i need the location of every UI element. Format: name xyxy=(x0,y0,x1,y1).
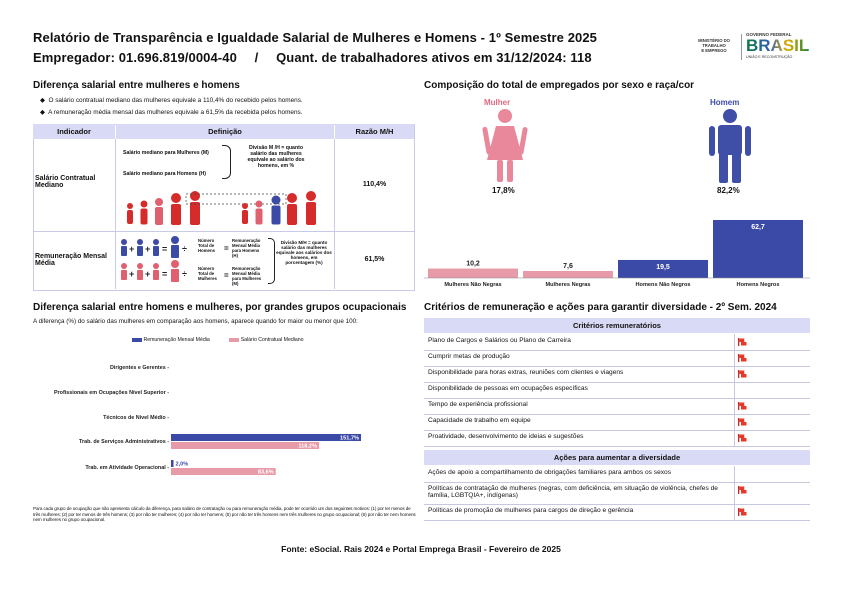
occupation-label: Trab. em Atividade Operacional - xyxy=(85,465,169,471)
gov-label: GOVERNO FEDERAL xyxy=(746,32,792,37)
criteria-row xyxy=(424,366,810,383)
remun-header: Critérios remuneratórios xyxy=(424,318,810,333)
occupation-bar-label: 83,6% xyxy=(257,469,274,476)
svg-text:÷: ÷ xyxy=(182,244,187,254)
ministry-line-1: MINISTÉRIO DO xyxy=(698,38,730,43)
criteria-row xyxy=(424,504,810,521)
table-header-indicator: Indicador xyxy=(33,124,115,139)
row2-total-women: Número Total de Mulheres xyxy=(198,266,217,281)
brasil-wordmark: BRASIL xyxy=(746,36,810,55)
occupational-legend xyxy=(132,337,304,343)
bullet-1: ◆ O salário contratual mediano das mulheres equivale a 110,4% do recebido pelos homens. xyxy=(40,97,303,104)
flag-icon xyxy=(738,338,747,346)
employer-line xyxy=(33,50,592,65)
occupational-subtitle: A diferença (%) do salário das mulheres em comparação aos homens, aparece quando for maior ou menor que 100: xyxy=(33,318,358,325)
flag-icon xyxy=(738,418,747,426)
bullet-2-text: A remuneração média mensal das mulheres equivale a 61,5% da recebida pelos homens. xyxy=(48,109,303,116)
criteria-text: Cumprir metas de produção xyxy=(428,353,510,360)
criteria-text: Políticas de contratação de mulheres (negras, com deficiência, em situação de violência, chefes de família, LGBTQIA+, indígenas) xyxy=(428,485,718,499)
criteria-text: Disponibilidade de pessoas em ocupações específicas xyxy=(428,385,588,392)
criteria-divider xyxy=(734,430,735,446)
equals-sign-1: = xyxy=(224,244,229,253)
svg-text:÷: ÷ xyxy=(182,269,187,279)
row2-mean-women: Remuneração Mensal Média para Mulheres (M) xyxy=(232,266,262,286)
composition-category-label: Homens Negros xyxy=(736,282,780,288)
svg-text:=: = xyxy=(162,244,168,254)
table-header-definition: Definição xyxy=(116,124,334,139)
criteria-row xyxy=(424,382,810,399)
criteria-row xyxy=(424,430,810,447)
occupation-label: Profissionais em Ocupações Nível Superior - xyxy=(53,390,169,396)
row2-total-men: Número Total de Homens xyxy=(198,238,215,253)
criteria-divider xyxy=(734,504,735,520)
ministry-line-3: E EMPREGO xyxy=(701,48,727,53)
occupation-bar xyxy=(171,460,174,467)
criteria-row xyxy=(424,482,810,505)
criteria-divider xyxy=(734,334,735,350)
occupation-bar-label: 2,0% xyxy=(175,461,189,468)
composition-title: Composição do total de empregados por sexo e raça/cor xyxy=(424,80,695,91)
composition-category-label: Mulheres Não Negras xyxy=(444,282,502,288)
gov-tagline: UNIÃO E RECONSTRUÇÃO xyxy=(746,55,793,59)
occupation-label: Técnicos de Nível Médio - xyxy=(103,415,169,421)
criteria-text: Tempo de experiência profissional xyxy=(428,401,528,408)
criteria-row xyxy=(424,398,810,415)
criteria-row xyxy=(424,334,810,351)
svg-text:+: + xyxy=(145,269,151,279)
man-label: Homem xyxy=(710,98,740,107)
col-divider-1 xyxy=(115,139,116,289)
legend-median-label: Salário Contratual Mediano xyxy=(240,337,304,343)
row1-brace xyxy=(222,145,231,179)
employer-id: Empregador: 01.696.819/0004-40 xyxy=(33,50,237,65)
criteria-text: Plano de Cargos e Salários ou Plano de Carreira xyxy=(428,337,571,344)
salary-gap-title: Diferença salarial entre mulheres e homens xyxy=(33,80,240,91)
svg-text:+: + xyxy=(129,244,135,254)
composition-bar-value: 10,2 xyxy=(466,260,480,268)
row1-ratio: 110,4% xyxy=(362,181,387,188)
occupation-label: Dirigentes e Gerentes - xyxy=(109,365,169,371)
footer-source: Fonte: eSocial. Rais 2024 e Portal Emprega Brasil - Fevereiro de 2025 xyxy=(281,544,561,554)
svg-text:+: + xyxy=(145,244,151,254)
bullet-1-text: O salário contratual mediano das mulheres equivale a 110,4% do recebido pelos homens. xyxy=(48,97,303,104)
table-header-ratio: Razão M/H xyxy=(335,124,414,139)
occupation-bar xyxy=(171,442,319,449)
row2-sum-illustration xyxy=(118,236,198,286)
header-separator: / xyxy=(254,50,259,65)
row2-brace xyxy=(268,238,275,284)
bullet-2: ◆ A remuneração média mensal das mulheres equivale a 61,5% da recebida pelos homens. xyxy=(40,109,303,116)
col-divider-2 xyxy=(334,139,335,289)
equals-sign-2: = xyxy=(224,271,229,280)
criteria-divider xyxy=(734,414,735,430)
criteria-divider xyxy=(734,382,735,398)
occupation-bar-label: 151,7% xyxy=(340,435,359,442)
criteria-text: Disponibilidade para horas extras, reuniões com clientes e viagens xyxy=(428,369,624,376)
composition-bar-value: 62,7 xyxy=(751,224,765,231)
criteria-text: Políticas de promoção de mulheres para cargos de direção e gerência xyxy=(428,507,634,514)
criteria-divider xyxy=(734,398,735,414)
occupation-bar xyxy=(171,434,361,441)
flag-icon xyxy=(738,402,747,410)
row-divider xyxy=(33,231,414,232)
actions-header: Ações para aumentar a diversidade xyxy=(424,450,810,465)
svg-text:+: + xyxy=(129,269,135,279)
occupational-note: Para cada grupo de ocupação que não apresenta cálculo da diferença, para salário de contratação ou para remuneração média, pode ter ocorrido um dos seguintes motivos: (1) por ter menos de três mulheres; (2) por ter menos de três homens; (3) por não ter mulheres; (4) por não ter homens; (5) por não ter três homens nem três mulheres no grupo ocupacional; (6) por não ter nem homens nem mulheres no grupo ocupacional. xyxy=(33,506,416,523)
criteria-row xyxy=(424,466,810,483)
report-title: Relatório de Transparência e Igualdade Salarial de Mulheres e Homens - 1º Semestre 2025 xyxy=(33,30,598,45)
occupation-label: Trab. de Serviços Administrativos - xyxy=(79,439,169,445)
flag-icon xyxy=(738,434,747,442)
woman-label: Mulher xyxy=(484,98,511,107)
workers-count: Quant. de trabalhadores ativos em 31/12/2024: 118 xyxy=(276,50,592,65)
occupational-title: Diferença salarial entre homens e mulheres, por grandes grupos ocupacionais xyxy=(33,302,407,313)
svg-text:=: = xyxy=(162,269,168,279)
row2-division: Divisão M/H = quanto salário das mulheres equivale aos salários dos homens, em porcentagem (%) xyxy=(276,240,332,265)
composition-bar xyxy=(428,269,518,278)
men-group-icon xyxy=(242,191,316,225)
row1-def-women: Salário mediano para Mulheres (M) xyxy=(123,150,209,156)
composition-bar xyxy=(523,271,613,278)
composition-category-label: Mulheres Negras xyxy=(545,282,591,288)
women-group-icon xyxy=(127,191,200,225)
occupation-bar-label: 118,2% xyxy=(298,443,318,450)
man-pct: 82,2% xyxy=(717,186,740,195)
flag-icon xyxy=(738,370,747,378)
criteria-title: Critérios de remuneração e ações para garantir diversidade - 2º Sem. 2024 xyxy=(424,302,777,313)
row1-def-men: Salário mediano para Homens (H) xyxy=(123,171,207,177)
criteria-divider xyxy=(734,482,735,504)
criteria-text: Ações de apoio a compartilhamento de obrigações familiares para ambos os sexos xyxy=(428,469,672,476)
row2-indicator: Remuneração Mensal Média xyxy=(35,253,107,267)
criteria-divider xyxy=(734,366,735,382)
composition-bar-value: 7,6 xyxy=(563,262,573,270)
race-composition-chart xyxy=(424,210,810,290)
woman-icon xyxy=(480,108,530,186)
row1-division: Divisão M /H = quanto salário das mulheres equivale ao salário dos homens, em % xyxy=(247,145,305,169)
flag-icon xyxy=(738,508,747,516)
composition-category-label: Homens Não Negros xyxy=(635,282,691,288)
criteria-divider xyxy=(734,466,735,482)
composition-bar-value: 19,5 xyxy=(656,263,670,271)
logo-divider xyxy=(741,34,742,60)
woman-pct: 17,8% xyxy=(492,186,515,195)
occupational-chart xyxy=(33,350,413,485)
legend-swatch-mean xyxy=(132,338,142,342)
gov-logo xyxy=(746,32,810,59)
ministry-logo xyxy=(690,38,738,53)
legend-mean-label: Remuneração Mensal Média xyxy=(143,337,210,343)
criteria-divider xyxy=(734,350,735,366)
row2-mean-men: Remuneração Mensal Média para Homens (H) xyxy=(232,238,261,258)
criteria-row xyxy=(424,350,810,367)
flag-icon xyxy=(738,354,747,362)
man-icon xyxy=(705,108,755,186)
flag-icon xyxy=(738,486,747,494)
legend-swatch-median xyxy=(229,338,239,342)
ministry-line-2: TRABALHO xyxy=(702,43,726,48)
criteria-text: Proatividade, desenvolvimento de ideias e sugestões xyxy=(428,433,584,440)
criteria-text: Capacidade de trabalho em equipe xyxy=(428,417,531,424)
row2-ratio: 61,5% xyxy=(364,256,385,263)
row1-indicator: Salário Contratual Mediano xyxy=(35,175,96,189)
criteria-row xyxy=(424,414,810,431)
row1-people-illustration xyxy=(118,180,333,230)
